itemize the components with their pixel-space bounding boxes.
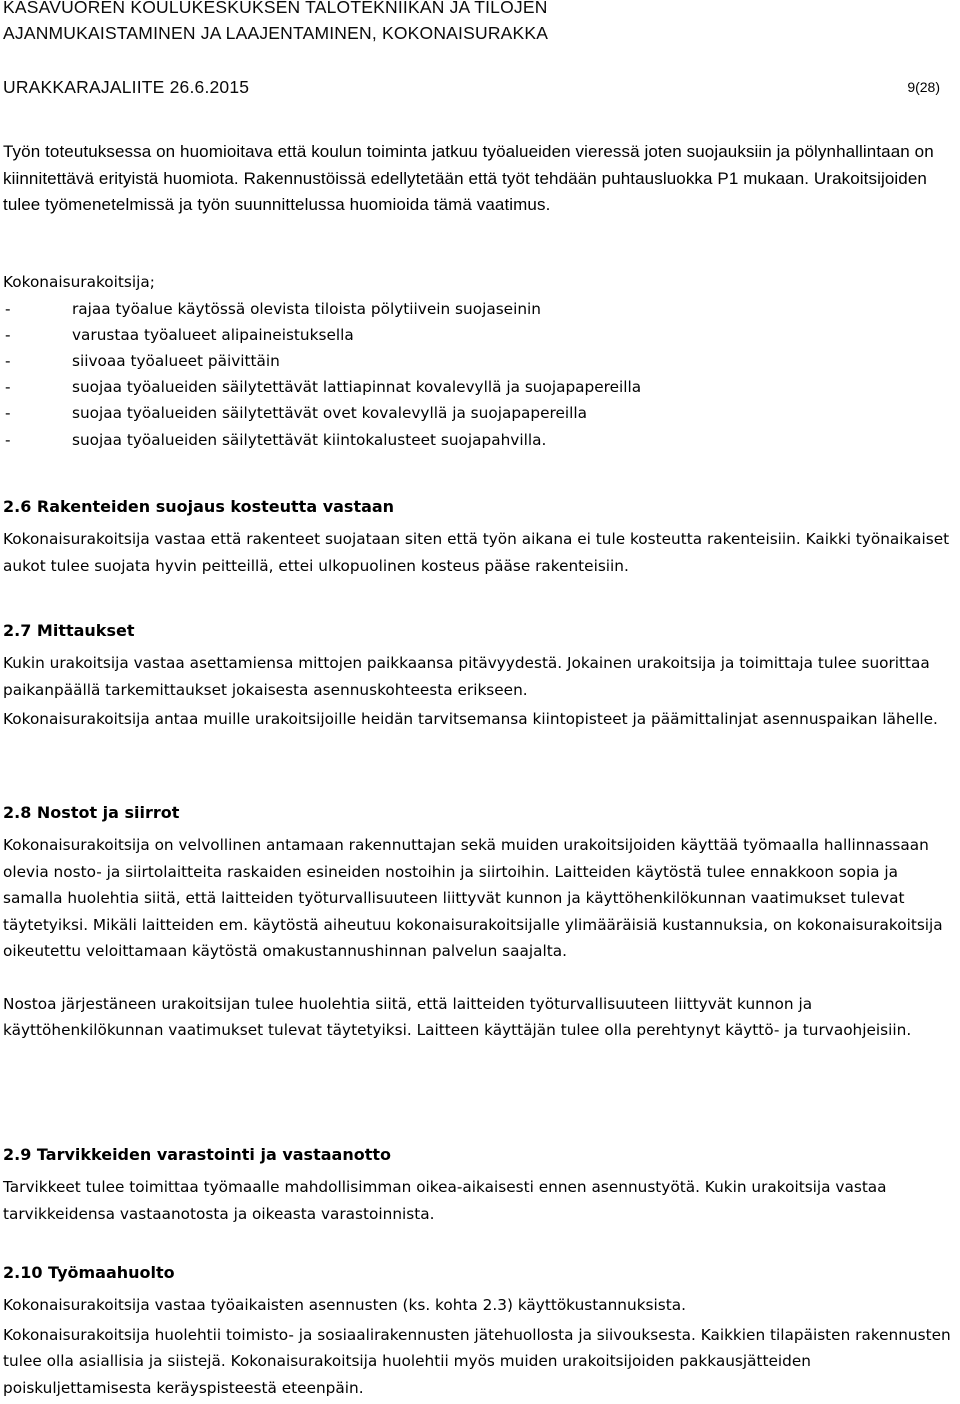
kokonaisurakoitsija-section [3,269,953,453]
section-paragraph: Kokonaisurakoitsija huolehtii toimisto- ja sosiaalirakennusten jätehuollosta ja siivouksesta. Kaikkien tilapäisten rakennusten tulee olla asiallisia ja siistejä. Kokonaisurakoitsija huolehtii myös muiden urakoitsijoiden pakkausjätteiden poiskuljettamisesta keräyspisteestä eteenpäin. [3,1325,951,1397]
section-paragraph: Tarvikkeet tulee toimittaa työmaalle mahdollisimman oikea-aikaisesti ennen asennustyötä. Kukin urakoitsija vastaa tarvikkeidensa vastaanotosta ja oikeasta varastoinnista. [3,1178,887,1223]
section-2-8 [3,800,953,1044]
intro-paragraph: Työn toteutuksessa on huomioitava että koulun toiminta jatkuu työalueiden vieressä joten suojauksiin ja pölynhallintaan on kiinnitettävä erityistä huomiota. Rakennustöissä edellytetään että työt tehdään puhtausluokka P1 mukaan. Urakoitsijoiden tulee työmenetelmissä ja työn suunnittelussa huomioida tämä vaatimus. [3,142,934,214]
kokonais-lead: Kokonaisurakoitsija; [3,273,155,291]
section-heading: 2.9 Tarvikkeiden varastointi ja vastaanotto [3,1145,391,1164]
section-paragraph: Kokonaisurakoitsija vastaa että rakenteet suojataan siten että työn aikana ei tule kosteutta rakenteisiin. Kaikki työnaikaiset aukot tulee suojata hyvin peitteillä, ettei ulkopuolinen kosteus pääse rakenteisiin. [3,530,950,575]
kokonais-duties-list [3,296,953,453]
section-heading: 2.7 Mittaukset [3,621,135,640]
section-heading: 2.10 Työmaahuolto [3,1263,175,1282]
page-number: 9(28) [907,79,940,95]
list-item: - rajaa työalue käytössä olevista tiloista pölytiivein suojaseinin [5,299,541,318]
section-paragraph: Kokonaisurakoitsija on velvollinen antamaan rakennuttajan sekä muiden urakoitsijoiden käyttää työmaalla hallinnassaan olevia nosto- ja siirtolaitteita raskaiden esineiden nostoihin ja siirtoihin. Laitteiden käytöstä tulee ennakkoon sopia ja samalla huolehtia siitä, että laitteiden työturvallisuuteen liittyvät kunnon ja käyttöhenkilökunnan vaatimukset tulevat täytetyiksi. Mikäli laitteiden em. käytöstä aiheutuu kokonaisurakoitsijalle ylimääräisiä kustannuksia, on kokonaisurakoitsija oikeutettu veloittamaan käytöstä omakustannushinnan palvelun saajalta. [3,836,943,960]
section-heading: 2.8 Nostot ja siirrot [3,803,180,822]
section-2-9 [3,1142,953,1227]
section-paragraph: Kokonaisurakoitsija antaa muille urakoitsijoille heidän tarvitsemansa kiintopisteet ja päämittalinjat asennuspaikan lähelle. [3,710,938,728]
section-paragraph: Nostoa järjestäneen urakoitsijan tulee huolehtia siitä, että laitteiden työturvallisuuteen liittyvät kunnon ja käyttöhenkilökunnan vaatimukset tulevat täytetyiksi. Laitteen käyttäjän tulee olla perehtynyt käyttö- ja turvaohjeisiin. [3,994,912,1039]
section-2-7 [3,618,953,733]
list-item: - suojaa työalueiden säilytettävät lattiapinnat kovalevyllä ja suojapapereilla [5,378,642,397]
list-item: - suojaa työalueiden säilytettävät kiintokalusteet suojapahvilla. [5,430,547,449]
list-item: - siivoaa työalueet päivittäin [5,351,280,370]
section-heading: 2.6 Rakenteiden suojaus kosteutta vastaan [3,497,395,516]
section-paragraph: Kukin urakoitsija vastaa asettamiensa mittojen paikkaansa pitävyydestä. Jokainen urakoitsija ja toimittaja tulee suorittaa paikanpäällä tarkemittaukset jokaisesta asennuskohteesta erikseen. [3,654,930,699]
header-appendix-date: URAKKARAJALIITE 26.6.2015 [3,77,250,97]
list-item: - varustaa työalueet alipaineistuksella [5,325,354,344]
section-2-6 [3,494,953,579]
section-paragraph: Kokonaisurakoitsija vastaa työaikaisten asennusten (ks. kohta 2.3) käyttökustannuksista. [3,1296,686,1314]
header-title-line-2: AJANMUKAISTAMINEN JA LAAJENTAMINEN, KOKONAISURAKKA [3,23,549,43]
section-2-10 [3,1260,953,1401]
header-title-line-1: KASAVUOREN KOULUKESKUKSEN TALOTEKNIIKAN JA TILOJEN [3,0,548,17]
intro-section [3,139,948,219]
list-item: - suojaa työalueiden säilytettävät ovet kovalevyllä ja suojapapereilla [5,404,588,423]
